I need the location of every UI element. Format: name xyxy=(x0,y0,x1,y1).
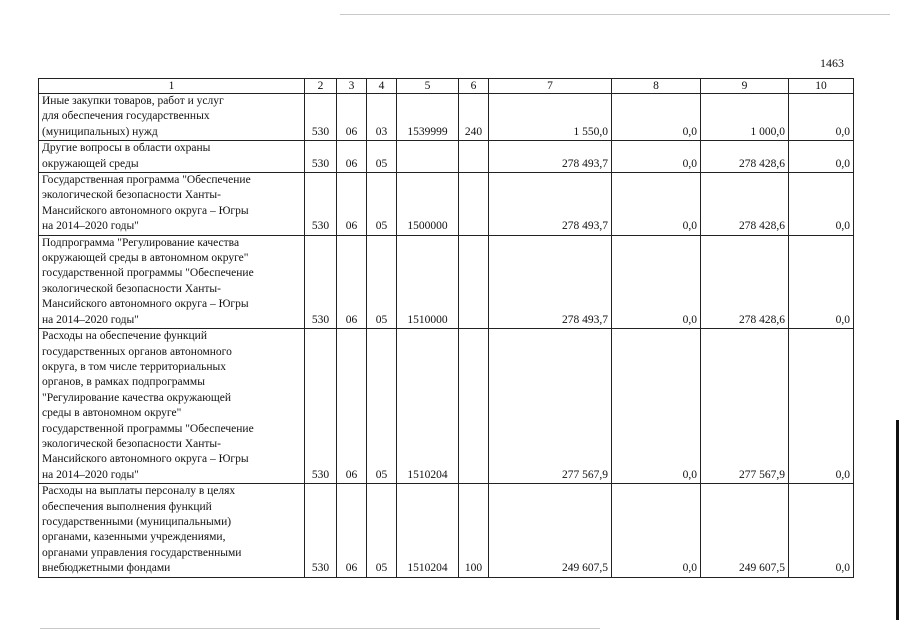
row-description: Другие вопросы в области охраны окружающей среды xyxy=(39,141,305,173)
cell-code-6 xyxy=(459,173,489,236)
table-body xyxy=(39,94,854,578)
cell-amount-8: 0,0 xyxy=(612,141,701,173)
cell-amount-8: 0,0 xyxy=(612,173,701,236)
cell-code-4: 05 xyxy=(367,329,397,484)
header-cell: 10 xyxy=(789,79,854,94)
table-row xyxy=(39,94,854,141)
row-description: Расходы на обеспечение функций государственных органов автономного округа, в том числе территориальных органов, в рамках подпрограммы "Регулирование качества окружающей среды в автономном округе" государственной программы "Обеспечение экологической безопасности Ханты- Мансийского автономного округа – Югры на 2014–2020 годы" xyxy=(39,329,305,484)
cell-code-3: 06 xyxy=(337,94,367,141)
cell-amount-9: 278 428,6 xyxy=(701,141,789,173)
cell-amount-10: 0,0 xyxy=(789,141,854,173)
header-cell: 8 xyxy=(612,79,701,94)
cell-code-6 xyxy=(459,141,489,173)
cell-code-3: 06 xyxy=(337,173,367,236)
cell-amount-8: 0,0 xyxy=(612,94,701,141)
cell-code-5 xyxy=(397,141,459,173)
table-row xyxy=(39,173,854,236)
cell-amount-7: 1 550,0 xyxy=(489,94,612,141)
cell-amount-8: 0,0 xyxy=(612,329,701,484)
cell-amount-10: 0,0 xyxy=(789,484,854,577)
header-cell: 3 xyxy=(337,79,367,94)
header-cell: 2 xyxy=(305,79,337,94)
table-row xyxy=(39,329,854,484)
cell-amount-7: 278 493,7 xyxy=(489,173,612,236)
cell-code-5: 1510000 xyxy=(397,235,459,328)
scan-artifact-bottom xyxy=(40,628,600,629)
header-cell: 5 xyxy=(397,79,459,94)
cell-code-3: 06 xyxy=(337,235,367,328)
cell-amount-10: 0,0 xyxy=(789,173,854,236)
cell-code-6: 100 xyxy=(459,484,489,577)
cell-amount-9: 249 607,5 xyxy=(701,484,789,577)
cell-code-4: 05 xyxy=(367,141,397,173)
cell-code-4: 05 xyxy=(367,484,397,577)
table-row xyxy=(39,484,854,577)
cell-code-5: 1510204 xyxy=(397,329,459,484)
page-number: 1463 xyxy=(820,56,844,70)
cell-code-4: 05 xyxy=(367,173,397,236)
cell-code-3: 06 xyxy=(337,141,367,173)
cell-code-6: 240 xyxy=(459,94,489,141)
cell-code-6 xyxy=(459,329,489,484)
cell-amount-10: 0,0 xyxy=(789,329,854,484)
cell-amount-7: 278 493,7 xyxy=(489,235,612,328)
cell-code-4: 03 xyxy=(367,94,397,141)
cell-code-5: 1510204 xyxy=(397,484,459,577)
cell-code-2: 530 xyxy=(305,141,337,173)
cell-code-6 xyxy=(459,235,489,328)
cell-amount-9: 277 567,9 xyxy=(701,329,789,484)
cell-amount-9: 1 000,0 xyxy=(701,94,789,141)
cell-code-2: 530 xyxy=(305,329,337,484)
row-description: Расходы на выплаты персоналу в целях обеспечения выполнения функций государственными (муниципальными) органами, казенными учреждениями, органами управления государственными внебюджетными фондами xyxy=(39,484,305,577)
header-cell: 4 xyxy=(367,79,397,94)
header-row xyxy=(39,79,854,94)
table-row xyxy=(39,141,854,173)
cell-amount-7: 277 567,9 xyxy=(489,329,612,484)
cell-amount-7: 278 493,7 xyxy=(489,141,612,173)
cell-amount-9: 278 428,6 xyxy=(701,173,789,236)
cell-amount-10: 0,0 xyxy=(789,235,854,328)
table-row xyxy=(39,235,854,328)
cell-code-2: 530 xyxy=(305,173,337,236)
header-cell: 6 xyxy=(459,79,489,94)
cell-code-2: 530 xyxy=(305,235,337,328)
cell-code-3: 06 xyxy=(337,329,367,484)
header-cell: 9 xyxy=(701,79,789,94)
budget-table xyxy=(38,78,854,578)
cell-code-4: 05 xyxy=(367,235,397,328)
cell-amount-9: 278 428,6 xyxy=(701,235,789,328)
cell-code-2: 530 xyxy=(305,94,337,141)
header-cell: 7 xyxy=(489,79,612,94)
row-description: Иные закупки товаров, работ и услуг для обеспечения государственных (муниципальных) нужд xyxy=(39,94,305,141)
cell-code-2: 530 xyxy=(305,484,337,577)
cell-amount-8: 0,0 xyxy=(612,484,701,577)
cell-code-5: 1500000 xyxy=(397,173,459,236)
cell-code-5: 1539999 xyxy=(397,94,459,141)
cell-amount-10: 0,0 xyxy=(789,94,854,141)
header-cell: 1 xyxy=(39,79,305,94)
cell-amount-8: 0,0 xyxy=(612,235,701,328)
row-description: Государственная программа "Обеспечение экологической безопасности Ханты- Мансийского автономного округа – Югры на 2014–2020 годы" xyxy=(39,173,305,236)
row-description: Подпрограмма "Регулирование качества окружающей среды в автономном округе" государственной программы "Обеспечение экологической безопасности Ханты- Мансийского автономного округа – Югры на 2014–2020 годы" xyxy=(39,235,305,328)
cell-amount-7: 249 607,5 xyxy=(489,484,612,577)
scan-artifact-top xyxy=(340,14,890,15)
cell-code-3: 06 xyxy=(337,484,367,577)
scan-edge-mark xyxy=(896,420,899,620)
